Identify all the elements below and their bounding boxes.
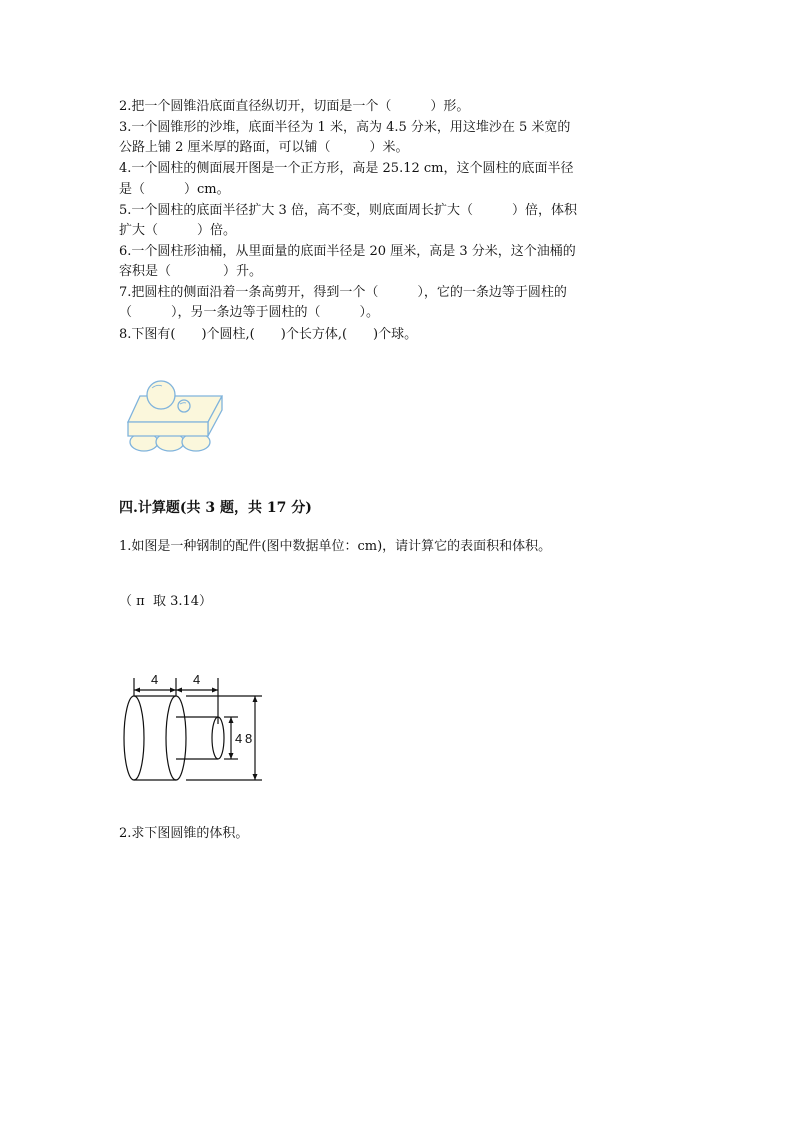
question-5-line-1: 5.一个圆柱的底面半径扩大 3 倍，高不变，则底面周长扩大（ ）倍，体积	[119, 203, 577, 218]
question-5-line-2: 扩大（ ）倍。	[119, 223, 237, 238]
question-8-line: 8.下图有( )个圆柱,( )个长方体,( )个球。	[119, 327, 418, 342]
cuboid-top	[128, 396, 222, 422]
question-2-line: 2.把一个圆锥沿底面直径纵切开，切面是一个（ ）形。	[119, 99, 470, 114]
question-7-line-1: 7.把圆柱的侧面沿着一条高剪开，得到一个（ ），它的一条边等于圆柱的	[119, 285, 567, 300]
section-4-heading: 四.计算题(共 3 题，共 17 分)	[119, 500, 312, 516]
sphere-small	[178, 400, 190, 412]
dim-width-left: 4	[151, 672, 159, 687]
question-7-line-2: （ ），另一条边等于圆柱的（ ）。	[119, 305, 380, 320]
question-3-line-1: 3.一个圆锥形的沙堆，底面半径为 1 米，高为 4.5 分米，用这堆沙在 5 米宽的	[119, 120, 571, 135]
pi-note: （ π 取 3.14）	[119, 594, 213, 609]
dim-diam-small: 4	[235, 731, 243, 746]
question-6-line-1: 6.一个圆柱形油桶，从里面量的底面半径是 20 厘米，高是 3 分米，这个油桶的	[119, 244, 576, 259]
shapes-figure	[124, 376, 228, 454]
large-cylinder-face	[166, 696, 186, 780]
cuboid-front	[128, 422, 208, 436]
steel-part-figure	[118, 666, 268, 782]
question-4-line-1: 4.一个圆柱的侧面展开图是一个正方形，高是 25.12 cm，这个圆柱的底面半径	[119, 161, 574, 176]
calc-question-2: 2.求下图圆锥的体积。	[119, 826, 249, 841]
dim-width-right: 4	[193, 672, 201, 687]
sphere-large	[147, 381, 175, 409]
dim-diam-large: 8	[245, 731, 253, 746]
question-3-line-2: 公路上铺 2 厘米厚的路面，可以铺（ ）米。	[119, 140, 409, 155]
question-6-line-2: 容积是（ ）升。	[119, 264, 263, 279]
large-cylinder-back	[124, 696, 144, 780]
question-4-line-2: 是（ ）cm。	[119, 182, 230, 197]
calc-question-1: 1.如图是一种钢制的配件(图中数据单位：cm)，请计算它的表面积和体积。	[119, 539, 552, 554]
